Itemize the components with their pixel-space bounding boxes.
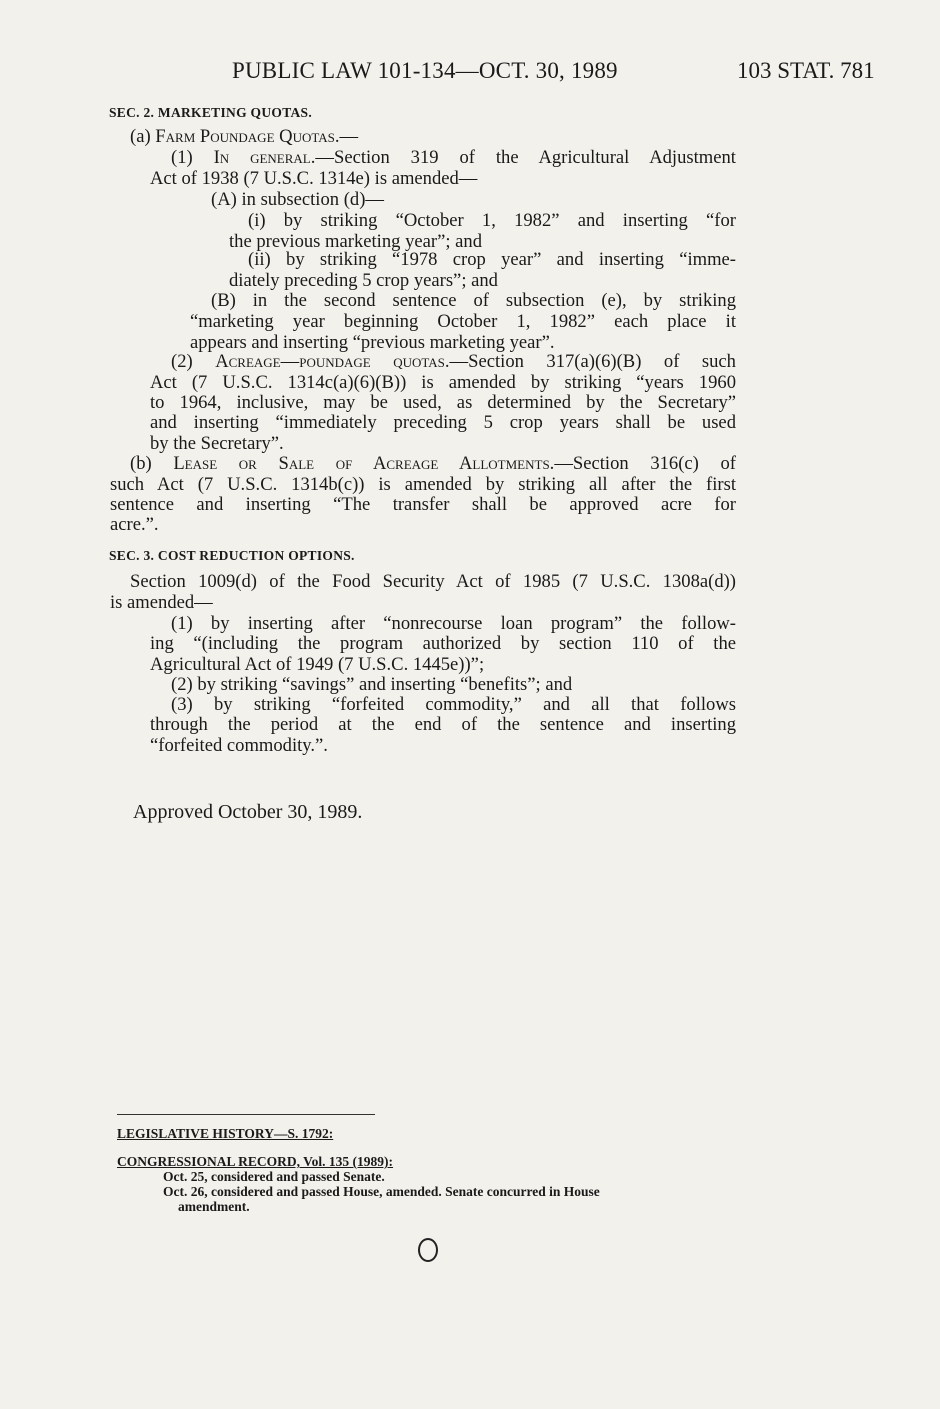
footnote-divider xyxy=(117,1114,375,1115)
subsection-b-title: Lease or Sale of Acreage Allotments. xyxy=(173,453,555,474)
clause-i-line-1: (i) by striking “October 1, 1982” and inserting “for xyxy=(248,210,736,231)
paragraph-2-line-1 xyxy=(171,351,736,372)
subsection-b-text: —Section 316(c) of xyxy=(554,453,736,474)
subsection-a-label: (a) xyxy=(130,126,156,147)
history-entry-2-line-2: amendment. xyxy=(178,1199,250,1214)
paragraph-1-line-2: Act of 1938 (7 U.S.C. 1314e) is amended— xyxy=(150,168,478,189)
subsection-b-line-3: sentence and inserting “The transfer shall be approved acre for xyxy=(110,494,736,515)
subsection-a-title: Farm Poundage Quotas. xyxy=(155,126,340,147)
paragraph-1-label: (1) xyxy=(171,147,214,168)
paragraph-2-text: —Section 317(a)(6)(B) of such xyxy=(449,351,736,372)
running-title: PUBLIC LAW 101-134—OCT. 30, 1989 xyxy=(232,58,618,83)
item-3-line-1: (3) by striking “forfeited commodity,” and all that follows xyxy=(171,694,736,715)
item-3-line-2: through the period at the end of the sentence and inserting xyxy=(150,714,736,735)
paragraph-2-line-5: by the Secretary”. xyxy=(150,433,284,454)
history-entry-2-line-1: Oct. 26, considered and passed House, amended. Senate concurred in House xyxy=(163,1184,600,1199)
clause-A-line: (A) in subsection (d)— xyxy=(211,189,384,210)
paragraph-2-line-3: to 1964, inclusive, may be used, as determined by the Secretary” xyxy=(150,392,736,413)
history-entry-1: Oct. 25, considered and passed Senate. xyxy=(163,1169,385,1184)
item-3-line-3: “forfeited commodity.”. xyxy=(150,735,328,756)
subsection-b-line-4: acre.”. xyxy=(110,514,159,535)
paragraph-2-title: Acreage—poundage quotas. xyxy=(215,351,450,372)
item-1-line-3: Agricultural Act of 1949 (7 U.S.C. 1445e))”; xyxy=(150,654,485,675)
subsection-b-line-2: such Act (7 U.S.C. 1314b(c)) is amended by striking all after the first xyxy=(110,474,736,495)
paragraph-1-title: In general. xyxy=(213,147,316,168)
congressional-record-heading xyxy=(117,1154,393,1170)
congressional-record-label: CONGRESSIONAL RECORD, Vol. 135 (1989): xyxy=(117,1154,394,1169)
section-3-intro-line-1: Section 1009(d) of the Food Security Act of 1985 (7 U.S.C. 1308a(d)) xyxy=(130,571,736,592)
clause-ii-line-1: (ii) by striking “1978 crop year” and inserting “imme- xyxy=(248,249,736,270)
subsection-b-line-1 xyxy=(130,453,736,474)
clause-i-line-2: the previous marketing year”; and xyxy=(229,231,482,252)
paragraph-1-line-1 xyxy=(171,147,736,168)
clause-B-line-1: (B) in the second sentence of subsection (e), by striking xyxy=(211,290,736,311)
clause-B-line-2: “marketing year beginning October 1, 1982” each place it xyxy=(190,311,736,332)
subsection-a-heading xyxy=(130,126,358,147)
stat-reference: 103 STAT. 781 xyxy=(737,58,875,83)
section-2-heading: SEC. 2. MARKETING QUOTAS. xyxy=(109,105,313,120)
clause-B-line-3: appears and inserting “previous marketing year”. xyxy=(190,332,555,353)
item-1-line-1: (1) by inserting after “nonrecourse loan program” the follow- xyxy=(171,613,736,634)
section-3-heading: SEC. 3. COST REDUCTION OPTIONS. xyxy=(109,548,355,563)
section-3-intro-line-2: is amended— xyxy=(110,592,213,613)
item-2-line: (2) by striking “savings” and inserting “benefits”; and xyxy=(171,674,573,695)
paragraph-2-line-4: and inserting “immediately preceding 5 crop years shall be used xyxy=(150,412,736,433)
item-1-line-2: ing “(including the program authorized by section 110 of the xyxy=(150,633,736,654)
paragraph-2-line-2: Act (7 U.S.C. 1314c(a)(6)(B)) is amended by striking “years 1960 xyxy=(150,372,736,393)
end-of-law-mark xyxy=(418,1238,438,1262)
subsection-b-label: (b) xyxy=(130,453,174,474)
legislative-history-heading: LEGISLATIVE HISTORY—S. 1792: xyxy=(117,1126,334,1141)
paragraph-1-text: —Section 319 of the Agricultural Adjustment xyxy=(315,147,736,168)
clause-ii-line-2: diately preceding 5 crop years”; and xyxy=(229,270,498,291)
subsection-a-dash: — xyxy=(339,126,359,147)
approval-date: Approved October 30, 1989. xyxy=(133,801,363,823)
paragraph-2-label: (2) xyxy=(171,351,216,372)
